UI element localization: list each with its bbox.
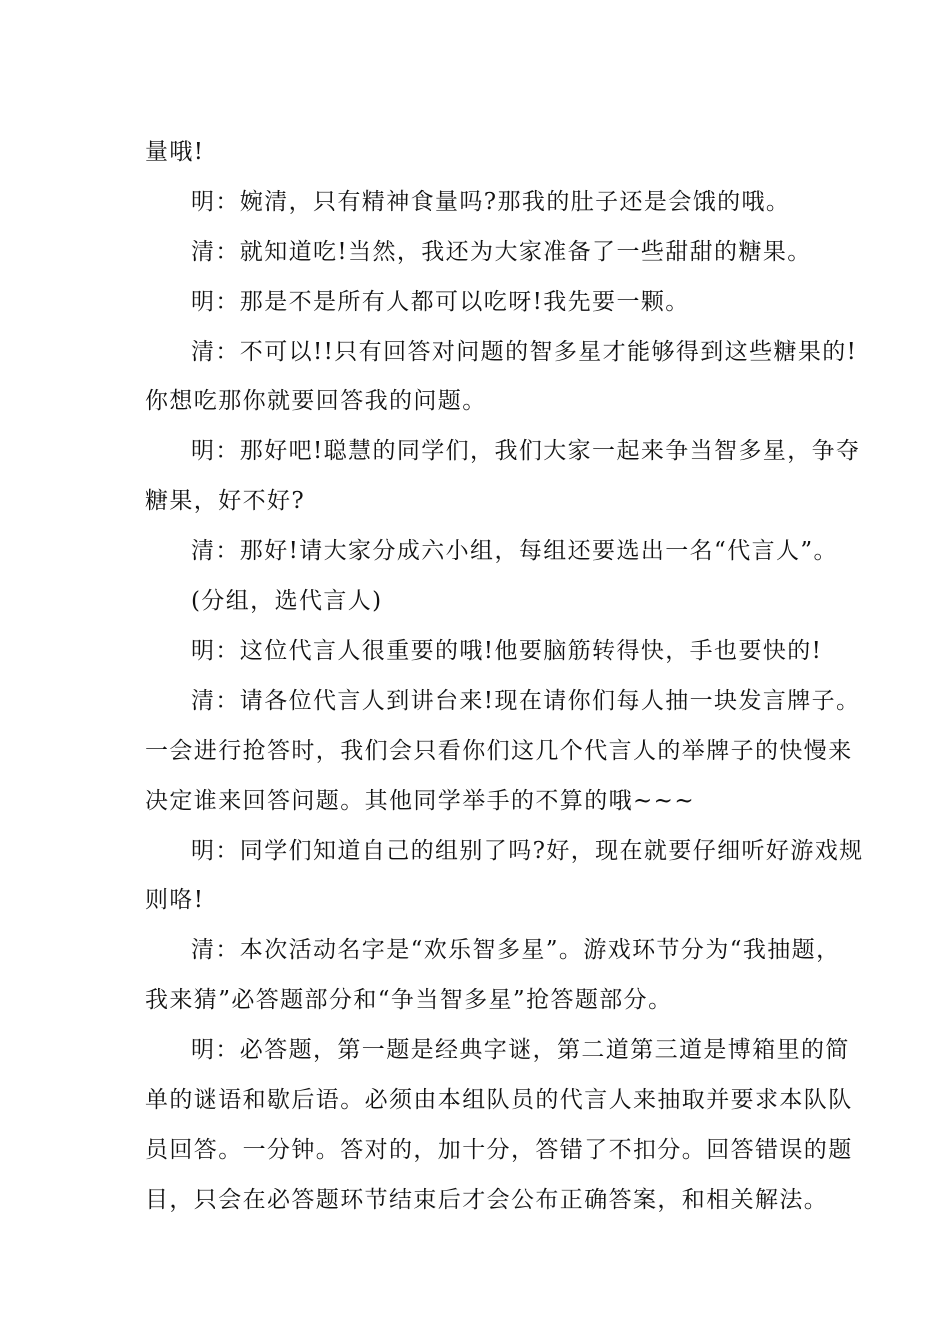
text-line: 明：这位代言人很重要的哦!他要脑筋转得快，手也要快的! — [191, 638, 823, 664]
text-line: 明：必答题，第一题是经典字谜，第二道第三道是博箱里的简 — [191, 1037, 850, 1063]
text-line: 决定谁来回答问题。其他同学举手的不算的哦~~~ — [145, 788, 696, 814]
text-line: 清：那好!请大家分成六小组，每组还要选出一名“代言人”。 — [191, 538, 838, 564]
text-line: 明：那是不是所有人都可以吃呀!我先要一颗。 — [191, 289, 690, 315]
text-line: 员回答。一分钟。答对的，加十分，答错了不扣分。回答错误的题 — [145, 1137, 853, 1163]
text-line: 糖果，好不好? — [145, 488, 306, 514]
text-line: 明：那好吧!聪慧的同学们，我们大家一起来争当智多星，争夺 — [191, 438, 861, 464]
text-line: 单的谜语和歇后语。必须由本组队员的代言人来抽取并要求本队队 — [145, 1087, 853, 1113]
text-line: 我来猜”必答题部分和“争当智多星”抢答题部分。 — [145, 987, 673, 1013]
text-line: 一会进行抢答时，我们会只看你们这几个代言人的举牌子的快慢来 — [145, 738, 853, 764]
text-line: 清：不可以!!只有回答对问题的智多星才能够得到这些糖果的! — [191, 339, 858, 365]
text-line: (分组，选代言人) — [191, 588, 383, 614]
text-line: 明：婉清，只有精神食量吗?那我的肚子还是会饿的哦。 — [191, 189, 791, 215]
text-line: 量哦! — [145, 139, 205, 165]
text-line: 明：同学们知道自己的组别了吗?好，现在就要仔细听好游戏规 — [191, 838, 864, 864]
text-line: 你想吃那你就要回答我的问题。 — [145, 388, 487, 414]
text-line: 清：本次活动名字是“欢乐智多星”。游戏环节分为“我抽题， — [191, 937, 841, 963]
text-line: 清：就知道吃!当然，我还为大家准备了一些甜甜的糖果。 — [191, 239, 812, 265]
text-line: 则咯! — [145, 887, 205, 913]
text-line: 清：请各位代言人到讲台来!现在请你们每人抽一块发言牌子。 — [191, 688, 861, 714]
text-line: 目，只会在必答题环节结束后才会公布正确答案，和相关解法。 — [145, 1187, 829, 1213]
